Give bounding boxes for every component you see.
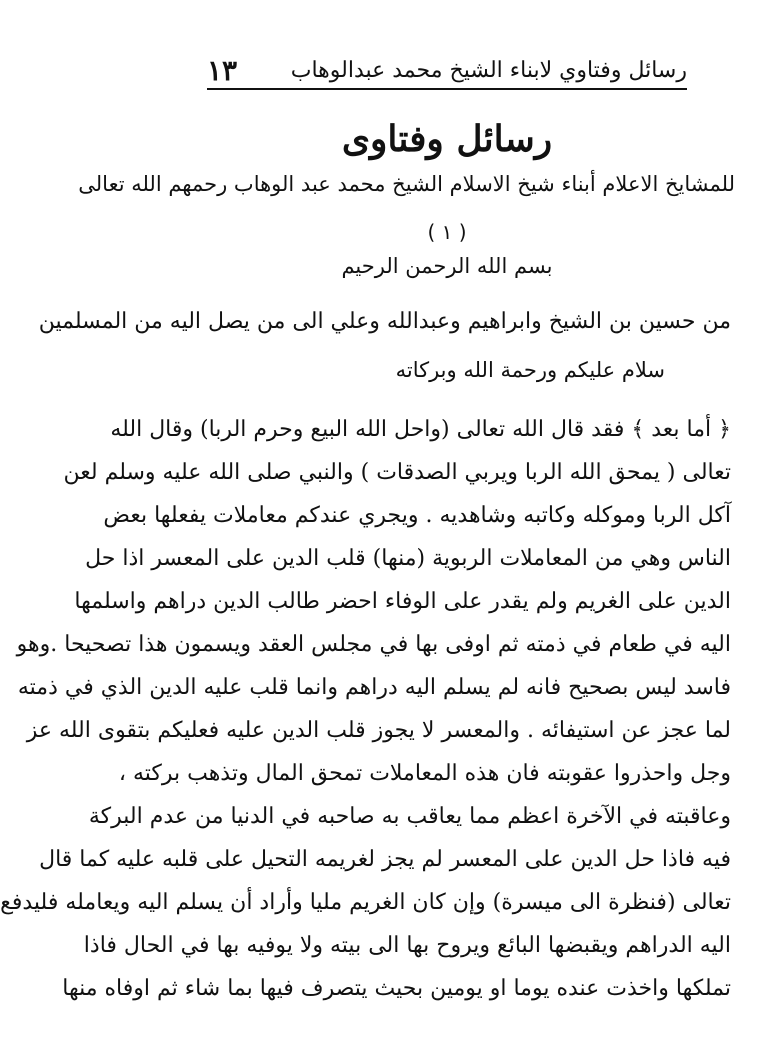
page-number: ١٣: [207, 53, 238, 87]
body-line: الدين على الغريم ولم يقدر على الوفاء احضر طالب الدين دراهم واسلمها: [74, 589, 731, 614]
body-line: تعالى ( يمحق الله الربا ويربي الصدقات ) والنبي صلى الله عليه وسلم لعن: [63, 460, 731, 485]
body-line: ﴿ أما بعد ﴾ فقد قال الله تعالى (واحل الله البيع وحرم الربا) وقال الله: [110, 417, 731, 442]
document-title: رسائل وفتاوى: [341, 118, 553, 160]
body-line: تعالى (فنظرة الى ميسرة) وإن كان الغريم مليا وأراد أن يسلم اليه ويعامله فليدفع: [0, 890, 731, 915]
basmala: بسم الله الرحمن الرحيم: [341, 254, 553, 278]
body-line: الناس وهي من المعاملات الربوية (منها) قلب الدين على المعسر اذا حل: [85, 546, 731, 571]
letter-number: ( ١ ): [427, 220, 467, 244]
address-line: من حسين بن الشيخ وابراهيم وعبدالله وعلي الى من يصل اليه من المسلمين: [38, 309, 731, 334]
running-header: [207, 52, 687, 90]
salam-line: سلام عليكم ورحمة الله وبركاته: [395, 358, 665, 382]
body-line: آكل الربا وموكله وكاتبه وشاهديه . ويجري عندكم معاملات يفعلها بعض: [103, 503, 731, 528]
body-line: فاسد ليس بصحيح فانه لم يسلم اليه دراهم وانما قلب عليه الدين الذي في ذمته: [17, 675, 731, 700]
body-line: وجل واحذروا عقوبته فان هذه المعاملات تمحق المال وتذهب بركته ،: [118, 761, 731, 786]
document-subtitle: للمشايخ الاعلام أبناء شيخ الاسلام الشيخ محمد عبد الوهاب رحمهم الله تعالى: [78, 172, 735, 196]
body-line: وعاقبته في الآخرة اعظم مما يعاقب به صاحبه في الدنيا من عدم البركة: [88, 804, 731, 829]
running-title: رسائل وفتاوي لابناء الشيخ محمد عبدالوهاب: [290, 57, 687, 83]
body-line: اليه الدراهم ويقبضها البائع ويروح بها الى بيته ولا يوفيه بها في الحال فاذا: [83, 933, 731, 958]
body-line: لما عجز عن استيفائه . والمعسر لا يجوز قلب الدين عليه فعليكم بتقوى الله عز: [26, 718, 731, 743]
body-line: تملكها واخذت عنده يوما او يومين بحيث يتصرف فيها بما شاء ثم اوفاه منها: [62, 976, 731, 1001]
body-line: اليه في طعام في ذمته ثم اوفى بها في مجلس العقد ويسمون هذا تصحيحا .وهو: [16, 632, 731, 657]
body-line: فيه فاذا حل الدين على المعسر لم يجز لغريمه التحيل على قلبه عليه كما قال: [39, 847, 731, 872]
